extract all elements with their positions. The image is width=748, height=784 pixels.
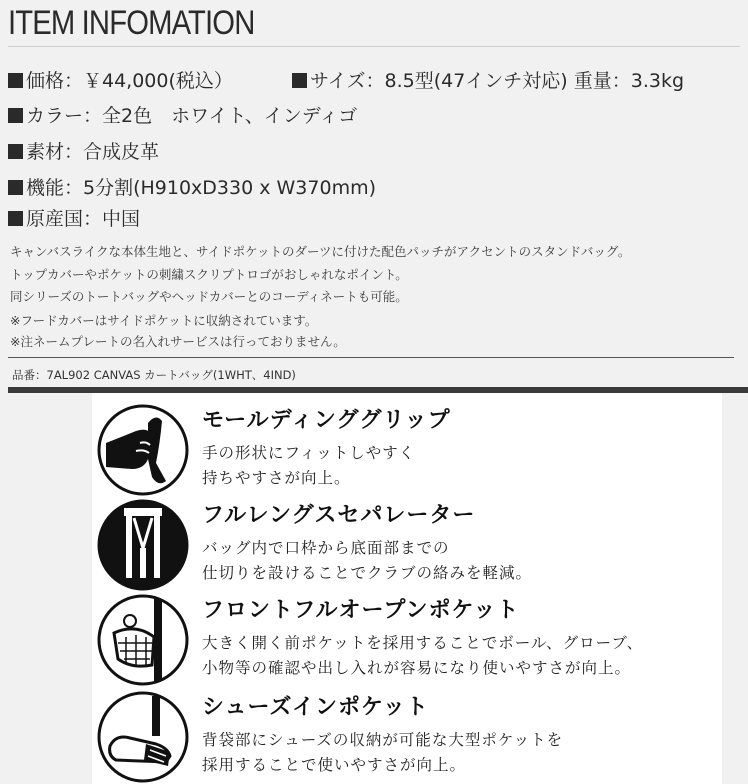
feature-title: モールディンググリップ xyxy=(202,408,451,433)
feature-text: 大きく開く前ポケットを採用することでボール、グローブ、 小物等の確認や出し入れが容易になり使いやすさが向上。 xyxy=(202,634,644,677)
bullet-square-icon xyxy=(8,180,23,195)
front-pocket-icon xyxy=(96,593,190,687)
spec-price xyxy=(8,66,233,93)
bullet-square-icon xyxy=(8,73,23,88)
product-notes xyxy=(10,310,346,352)
product-code: 品番：7AL902 CANVAS カートバッグ(1WHT、4IND) xyxy=(12,368,296,382)
spec-color xyxy=(8,101,357,128)
title-divider xyxy=(8,46,740,47)
feature-title: シューズインポケット xyxy=(202,695,429,720)
divider xyxy=(8,357,734,358)
spec-function-text: 機能：5分割(H910xD330 x W370mm) xyxy=(26,177,376,199)
grip-hand-icon xyxy=(96,403,190,497)
product-description xyxy=(10,241,630,309)
description-line: トップカバーやポケットの刺繍スクリプトロゴがおしゃれなポイント。 xyxy=(10,266,408,282)
spec-origin-text: 原産国：中国 xyxy=(26,208,141,230)
spec-material xyxy=(8,137,159,164)
spec-size-text: サイズ：8.5型(47インチ対応) 重量：3.3kg xyxy=(310,70,685,92)
feature-text: 背袋部にシューズの収納が可能な大型ポケットを 採用することで使いやすさが向上。 xyxy=(202,731,564,774)
spec-origin xyxy=(8,204,140,231)
spec-price-text: 価格：￥44,000(税込） xyxy=(26,70,233,92)
bullet-square-icon xyxy=(8,108,23,123)
spec-color-text: カラー：全2色 ホワイト、インディゴ xyxy=(26,105,358,127)
description-line: キャンバスライクな本体生地と、サイドポケットのダーツに付けた配色パッチがアクセントのスタンドバッグ。 xyxy=(10,244,631,259)
separator-icon xyxy=(96,498,190,592)
feature-title: フルレングスセパレーター xyxy=(202,503,476,528)
bullet-square-icon xyxy=(292,73,307,88)
spec-function xyxy=(8,173,376,200)
spec-size xyxy=(292,66,684,93)
bullet-square-icon xyxy=(8,211,23,226)
spec-material-text: 素材：合成皮革 xyxy=(26,141,160,163)
shoe-pocket-icon xyxy=(96,690,190,784)
page-title: ITEM INFOMATION xyxy=(8,4,255,42)
description-line: 同シリーズのトートバッグやヘッドカバーとのコーディネートも可能。 xyxy=(10,289,408,304)
note-line: ※注ネームプレートの名入れサービスは行っておりません。 xyxy=(10,334,346,349)
bullet-square-icon xyxy=(8,144,23,159)
feature-text: バッグ内で口枠から底面部までの 仕切りを設けることでクラブの絡みを軽減。 xyxy=(202,539,533,582)
feature-text: 手の形状にフィットしやすく 持ちやすさが向上。 xyxy=(202,444,416,487)
features-panel xyxy=(92,393,722,784)
note-line: ※フードカバーはサイドポケットに収納されています。 xyxy=(10,313,318,328)
feature-title: フロントフルオープンポケット xyxy=(202,598,520,623)
